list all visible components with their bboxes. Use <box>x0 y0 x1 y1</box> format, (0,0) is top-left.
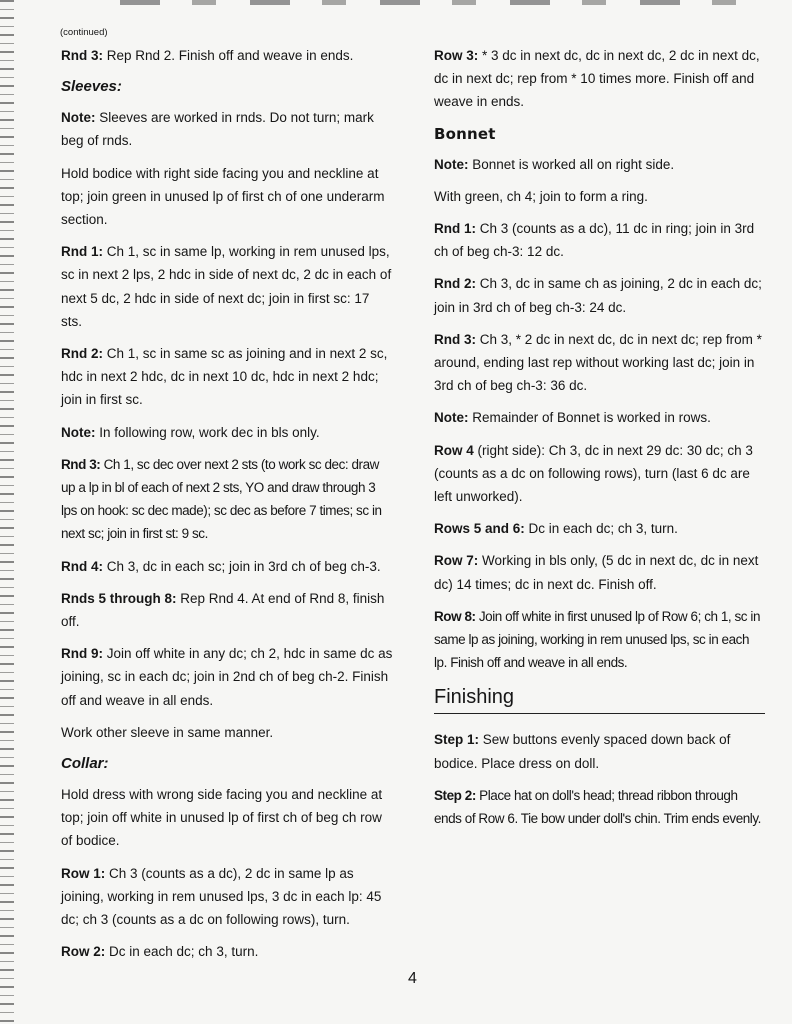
sleeve-rnds5-8: Rnds 5 through 8: Rep Rnd 4. At end of Rnd 8, finish off. <box>61 590 385 630</box>
bonnet-start-instruction: With green, ch 4; join to form a ring. <box>434 188 648 204</box>
sleeve-rnd3: Rnd 3: Ch 1, sc dec over next 2 sts (to work sc dec: draw up a lp in bl of each of next 2 sts, YO and draw through 3 lps on hook: sc dec made); sc dec as before 7 times; sc in next sc; join in first st: 9 sc. <box>61 456 382 542</box>
collar-row1: Row 1: Ch 3 (counts as a dc), 2 dc in same lp as joining, working in rem unused lps, 3 dc in each lp: 45 dc; ch 3 (counts as a dc on following rows), turn. <box>61 865 382 928</box>
finishing-step2: Step 2: Place hat on doll's head; thread ribbon through ends of Row 6. Tie bow under doll's chin. Trim ends evenly. <box>434 787 761 827</box>
sleeves-note: Note: Sleeves are worked in rnds. Do not turn; mark beg of rnds. <box>61 110 374 149</box>
sleeves-heading: Sleeves: <box>61 78 122 96</box>
other-sleeve-instruction: Work other sleeve in same manner. <box>61 724 274 740</box>
collar-row3: Row 3: * 3 dc in next dc, dc in next dc, 2 dc in next dc, dc in next dc; rep from * 10 times more. Finish off and weave in ends. <box>434 48 760 110</box>
sleeve-rnd1: Rnd 1: Ch 1, sc in same lp, working in rem unused lps, sc in next 2 lps, 2 hdc in side of next dc, 2 dc in each of next 5 dc, 2 hdc in side of next dc; join in first sc: 17 sts. <box>61 244 392 329</box>
bonnet-rows-note: Note: Remainder of Bonnet is worked in rows. <box>434 410 711 426</box>
bonnet-row4: Row 4 (right side): Ch 3, dc in next 29 dc: 30 dc; ch 3 (counts as a dc on following rows), turn (last 6 dc are left unworked). <box>434 442 753 505</box>
dec-note: Note: In following row, work dec in bls only. <box>61 424 320 440</box>
bodice-rnd3: Rnd 3: Rep Rnd 2. Finish off and weave in ends. <box>61 48 354 63</box>
bonnet-note: Note: Bonnet is worked all on right side. <box>434 156 675 172</box>
right-column <box>434 44 765 839</box>
finishing-step1: Step 1: Sew buttons evenly spaced down back of bodice. Place dress on doll. <box>434 732 731 771</box>
bonnet-heading: Bonnet <box>434 124 496 143</box>
sleeve-rnd2: Rnd 2: Ch 1, sc in same sc as joining and in next 2 sc, hdc in next 2 hdc, dc in next 10 dc, hdc in next 2 hdc; join in first sc. <box>61 346 388 408</box>
bonnet-rnd1: Rnd 1: Ch 3 (counts as a dc), 11 dc in ring; join in 3rd ch of beg ch-3: 12 dc. <box>434 221 755 260</box>
bonnet-row8: Row 8: Join off white in first unused lp of Row 6; ch 1, sc in same lp as joining, working in rem unused lps, sc in each lp. Finish off and weave in all ends. <box>434 608 761 671</box>
collar-row2: Row 2: Dc in each dc; ch 3, turn. <box>61 944 259 960</box>
bonnet-rnd2: Rnd 2: Ch 3, dc in same ch as joining, 2 dc in each dc; join in 3rd ch of beg ch-3: 24 dc. <box>434 276 762 315</box>
continued-label: (continued) <box>60 27 108 38</box>
bonnet-rows5-6: Rows 5 and 6: Dc in each dc; ch 3, turn. <box>434 521 678 537</box>
left-column <box>61 44 393 973</box>
page-number: 4 <box>408 970 417 987</box>
bonnet-rnd3: Rnd 3: Ch 3, * 2 dc in next dc, dc in next dc; rep from * around, ending last rep without working last dc; join in 3rd ch of beg ch-3: 36 dc. <box>434 331 762 394</box>
sleeve-rnd4: Rnd 4: Ch 3, dc in each sc; join in 3rd ch of beg ch-3. <box>61 558 381 574</box>
scan-edge-artifact <box>120 0 760 5</box>
spiral-binding-edge <box>0 0 14 1024</box>
bonnet-row7: Row 7: Working in bls only, (5 dc in next dc, dc in next dc) 14 times; dc in next dc. Finish off. <box>434 553 759 592</box>
hold-bodice-instruction: Hold bodice with right side facing you and neckline at top; join green in unused lp of first ch of one underarm section. <box>61 165 385 228</box>
collar-hold-instruction: Hold dress with wrong side facing you and neckline at top; join off white in unused lp of first ch of beg ch row of bodice. <box>61 787 383 849</box>
collar-heading: Collar: <box>61 755 109 773</box>
finishing-heading: Finishing <box>434 683 765 714</box>
sleeve-rnd9: Rnd 9: Join off white in any dc; ch 2, hdc in same dc as joining, sc in each dc; join in 2nd ch of beg ch-2. Finish off and weave in all ends. <box>61 646 393 708</box>
